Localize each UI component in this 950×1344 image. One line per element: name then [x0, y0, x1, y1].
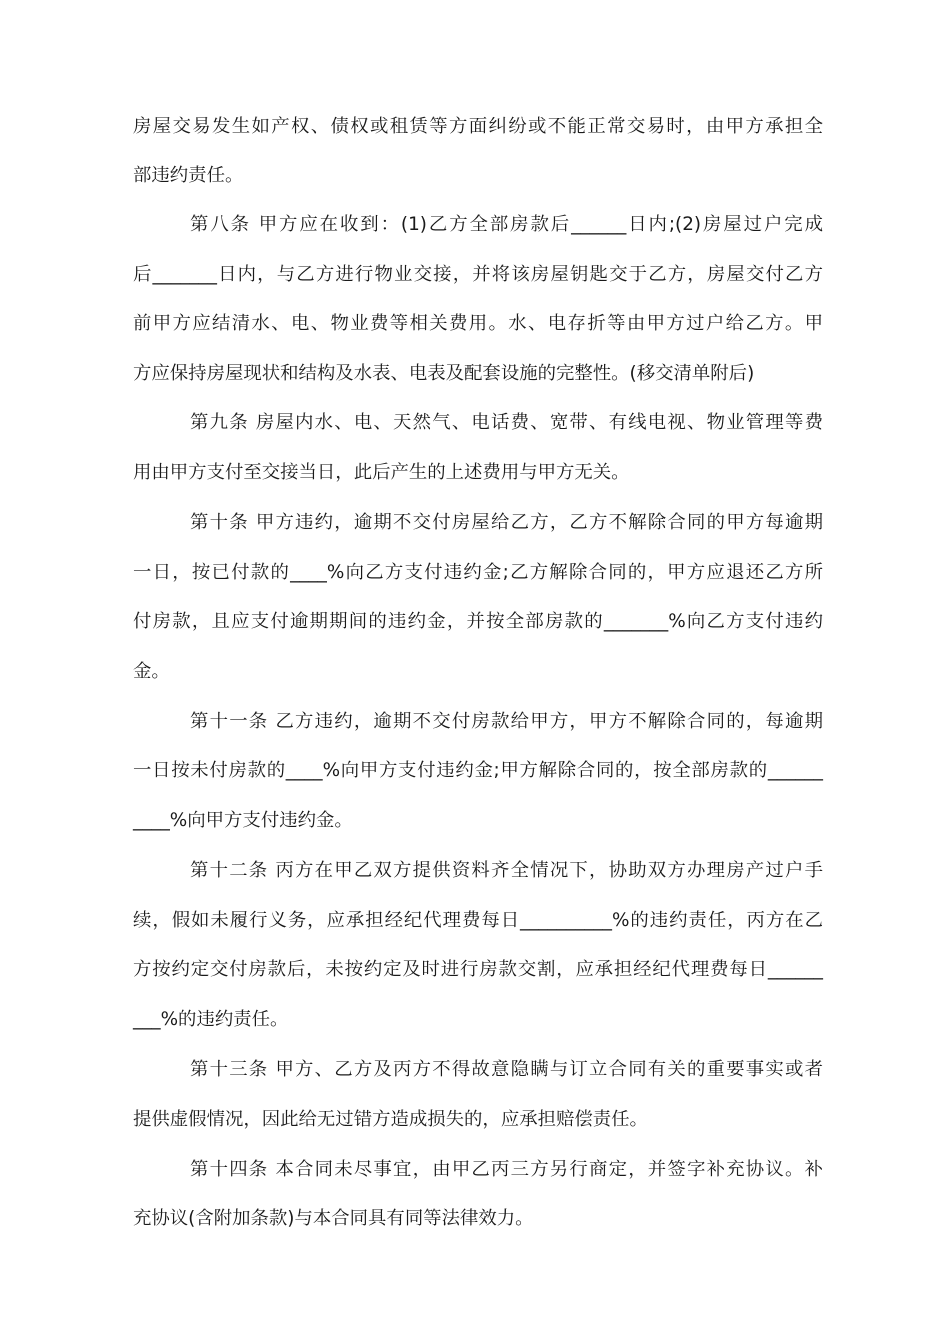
text-line: 提供虚假情况，因此给无过错方造成损失的，应承担赔偿责任。: [133, 1109, 648, 1130]
text-line: 第十一条 乙方违约，逾期不交付房款给甲方，甲方不解除合同的，每逾期: [190, 711, 823, 732]
text-line: 充协议(含附加条款)与本合同具有同等法律效力。: [133, 1208, 534, 1229]
text-line: 方应保持房屋现状和结构及水表、电表及配套设施的完整性。(移交清单附后): [133, 363, 755, 384]
text-line: 后_______日内，与乙方进行物业交接，并将该房屋钥匙交于乙方，房屋交付乙方: [133, 264, 823, 285]
text-line: 付房款，且应支付逾期期间的违约金，并按全部房款的_______%向乙方支付违约: [133, 611, 823, 632]
text-line: 方按约定交付房款后，未按约定及时进行房款交割，应承担经纪代理费每日______: [133, 959, 823, 980]
text-line: 金。: [133, 661, 170, 682]
text-line: 第九条 房屋内水、电、天然气、电话费、宽带、有线电视、物业管理等费: [190, 412, 823, 433]
text-line: 第十条 甲方违约，逾期不交付房屋给乙方，乙方不解除合同的甲方每逾期: [190, 512, 823, 533]
text-line: 第八条 甲方应在收到：(1)乙方全部房款后______日内;(2)房屋过户完成: [190, 214, 823, 235]
text-line: 第十二条 丙方在甲乙双方提供资料齐全情况下，协助双方办理房产过户手: [190, 860, 823, 881]
text-line: ___%的违约责任。: [133, 1009, 289, 1030]
text-line: 一日，按已付款的____%向乙方支付违约金;乙方解除合同的，甲方应退还乙方所: [133, 562, 823, 583]
text-line: 房屋交易发生如产权、债权或租赁等方面纠纷或不能正常交易时，由甲方承担全: [133, 116, 823, 137]
text-line: 一日按未付房款的____%向甲方支付违约金;甲方解除合同的，按全部房款的______: [133, 760, 823, 781]
text-line: ____%向甲方支付违约金。: [133, 810, 353, 831]
text-line: 用由甲方支付至交接当日，此后产生的上述费用与甲方无关。: [133, 462, 630, 483]
text-line: 第十四条 本合同未尽事宜，由甲乙丙三方另行商定，并签字补充协议。补: [190, 1159, 823, 1180]
text-line: 部违约责任。: [133, 165, 244, 186]
text-line: 第十三条 甲方、乙方及丙方不得故意隐瞒与订立合同有关的重要事实或者: [190, 1059, 823, 1080]
text-line: 前甲方应结清水、电、物业费等相关费用。水、电存折等由甲方过户给乙方。甲: [133, 313, 823, 334]
text-line: 续，假如未履行义务，应承担经纪代理费每日__________%的违约责任，丙方在乙: [133, 910, 823, 931]
